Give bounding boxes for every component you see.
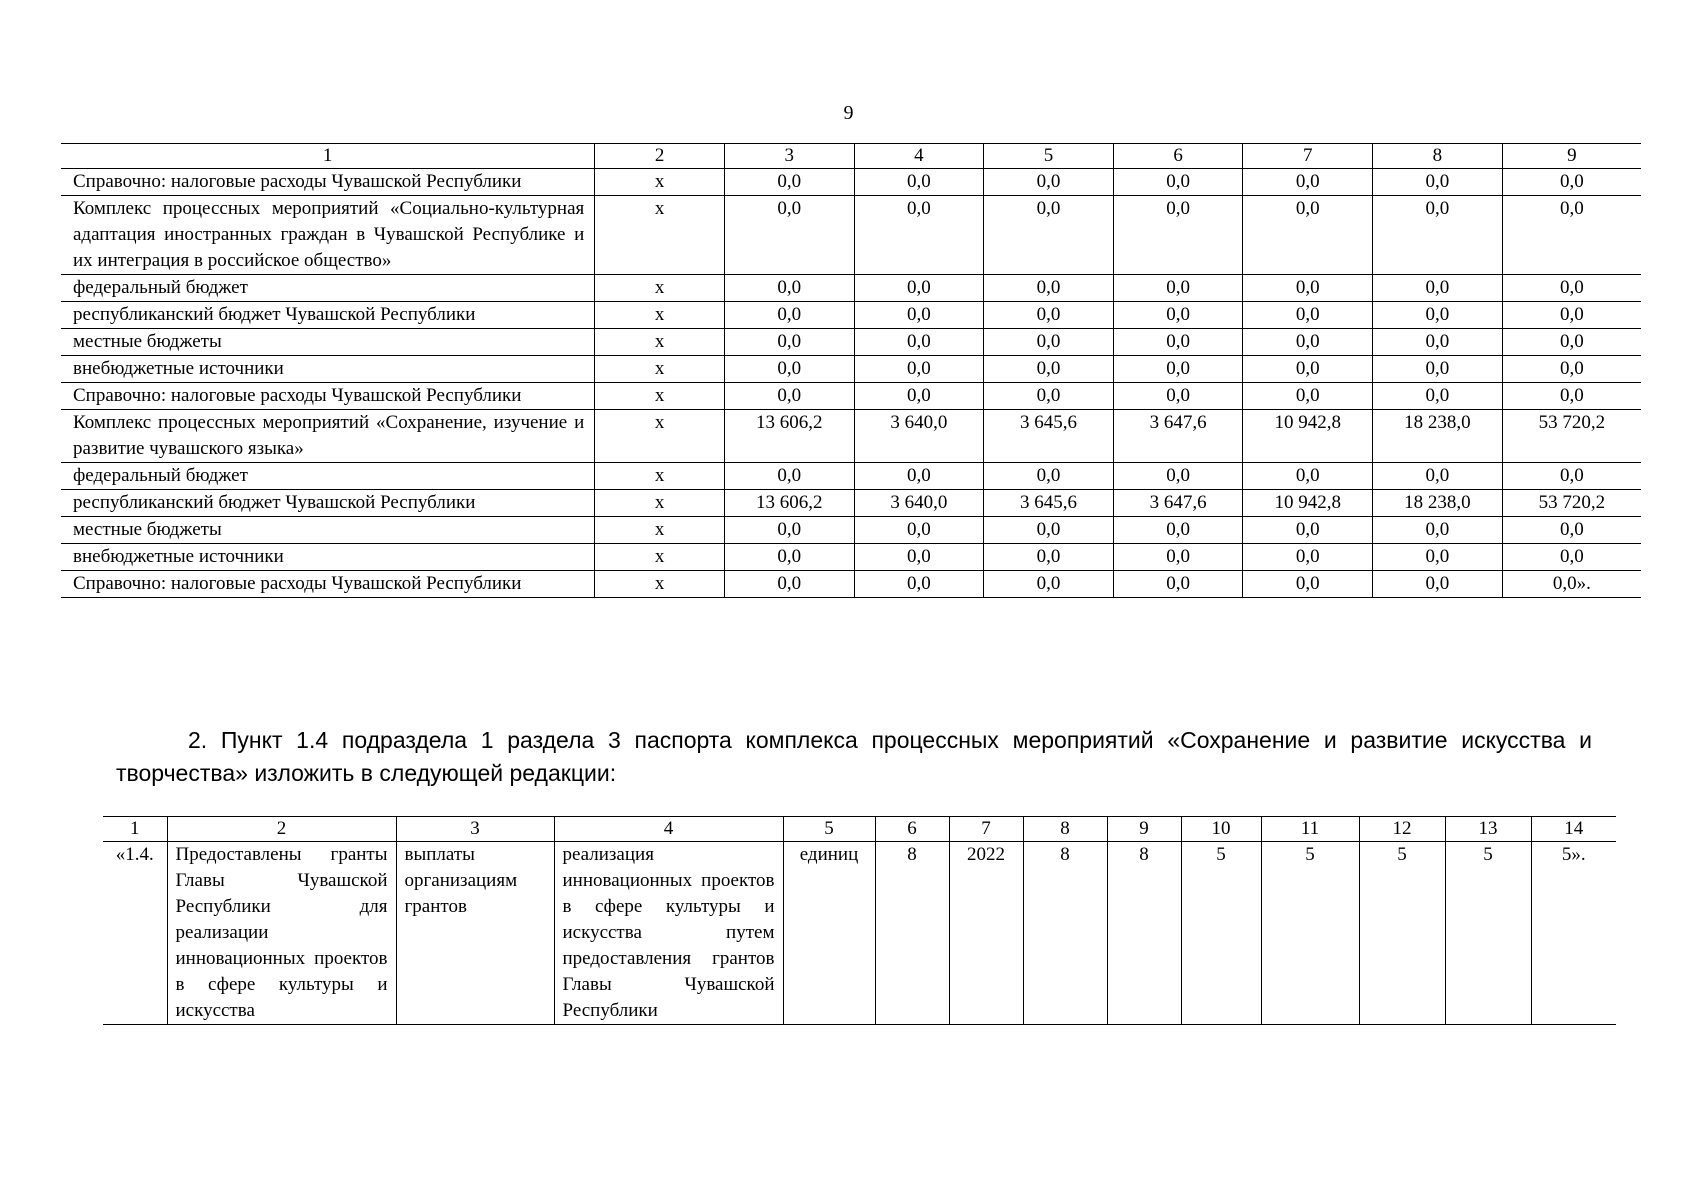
value-cell: 18 238,0 — [1373, 410, 1503, 463]
value-cell: 0,0 — [1113, 544, 1243, 571]
value-cell: 5 — [1261, 842, 1359, 1025]
value-cell: 0,0 — [984, 356, 1114, 383]
value-cell: 3 645,6 — [984, 490, 1114, 517]
value-cell: 0,0 — [854, 275, 984, 302]
value-cell: 0,0 — [724, 275, 854, 302]
value-cell: 0,0». — [1502, 571, 1641, 598]
value-cell: 10 942,8 — [1243, 410, 1373, 463]
value-cell: 0,0 — [984, 544, 1114, 571]
value-cell: x — [595, 544, 725, 571]
value-cell: 0,0 — [724, 196, 854, 275]
column-header: 5 — [984, 144, 1114, 169]
column-header: 8 — [1023, 817, 1107, 842]
value-cell: 0,0 — [1502, 383, 1641, 410]
column-header: 14 — [1531, 817, 1616, 842]
value-cell: 0,0 — [984, 383, 1114, 410]
value-cell: 0,0 — [1373, 383, 1503, 410]
value-cell: 0,0 — [1113, 517, 1243, 544]
value-cell: 0,0 — [1243, 571, 1373, 598]
value-cell: 0,0 — [1373, 463, 1503, 490]
value-cell: x — [595, 356, 725, 383]
value-cell: 0,0 — [1502, 356, 1641, 383]
column-header: 1 — [61, 144, 595, 169]
value-cell: 0,0 — [1243, 383, 1373, 410]
row-label: республиканский бюджет Чувашской Республики — [61, 302, 595, 329]
value-cell: 0,0 — [854, 196, 984, 275]
financing-table — [61, 143, 1641, 598]
value-cell: 0,0 — [1113, 571, 1243, 598]
value-cell: 0,0 — [1243, 544, 1373, 571]
value-cell: 0,0 — [1373, 517, 1503, 544]
value-cell: 53 720,2 — [1502, 490, 1641, 517]
column-header: 7 — [949, 817, 1023, 842]
value-cell: 0,0 — [1243, 302, 1373, 329]
column-header: 5 — [783, 817, 875, 842]
column-header: 11 — [1261, 817, 1359, 842]
column-header: 2 — [595, 144, 725, 169]
value-cell: 8 — [875, 842, 949, 1025]
value-cell: 13 606,2 — [724, 490, 854, 517]
value-cell: 0,0 — [854, 383, 984, 410]
value-cell: 8 — [1107, 842, 1181, 1025]
column-header: 2 — [167, 817, 396, 842]
row-label: внебюджетные источники — [61, 544, 595, 571]
value-cell: 0,0 — [854, 517, 984, 544]
value-cell: 0,0 — [724, 544, 854, 571]
value-cell: 0,0 — [1243, 196, 1373, 275]
row-number: «1.4. — [103, 842, 167, 1025]
column-header: 13 — [1445, 817, 1531, 842]
value-cell: 0,0 — [1373, 356, 1503, 383]
table-row — [61, 196, 1641, 275]
type-cell: выплаты организациям грантов — [396, 842, 554, 1025]
value-cell: 0,0 — [1113, 329, 1243, 356]
row-label: внебюджетные источники — [61, 356, 595, 383]
value-cell: 5 — [1445, 842, 1531, 1025]
value-cell: 18 238,0 — [1373, 490, 1503, 517]
table-row — [61, 517, 1641, 544]
value-cell: 3 647,6 — [1113, 490, 1243, 517]
value-cell: 0,0 — [1373, 275, 1503, 302]
value-cell: 0,0 — [1243, 517, 1373, 544]
value-cell: 0,0 — [1113, 169, 1243, 196]
table-header-row — [103, 817, 1616, 842]
table-row — [61, 329, 1641, 356]
table-row — [103, 842, 1616, 1025]
value-cell: 53 720,2 — [1502, 410, 1641, 463]
value-cell: 5». — [1531, 842, 1616, 1025]
results-table — [103, 816, 1616, 1025]
table-row — [61, 169, 1641, 196]
page-number: 9 — [843, 102, 854, 124]
amendment-paragraph: 2. Пункт 1.4 подраздела 1 раздела 3 паспорта комплекса процессных мероприятий «Сохранение и развитие искусства и творчества» изложить в следующей редакции: — [116, 727, 1592, 786]
value-cell: 0,0 — [1113, 383, 1243, 410]
row-label: федеральный бюджет — [61, 463, 595, 490]
column-header: 7 — [1243, 144, 1373, 169]
value-cell: 0,0 — [1502, 275, 1641, 302]
table-row — [61, 275, 1641, 302]
value-cell: 5 — [1181, 842, 1261, 1025]
table-row — [61, 490, 1641, 517]
value-cell: 0,0 — [854, 571, 984, 598]
unit-cell: единиц — [783, 842, 875, 1025]
value-cell: 3 647,6 — [1113, 410, 1243, 463]
value-cell: 0,0 — [1113, 463, 1243, 490]
value-cell: 10 942,8 — [1243, 490, 1373, 517]
value-cell: 0,0 — [984, 571, 1114, 598]
table-row — [61, 571, 1641, 598]
value-cell: 0,0 — [1502, 329, 1641, 356]
value-cell: x — [595, 329, 725, 356]
table-row — [61, 544, 1641, 571]
value-cell: 0,0 — [724, 302, 854, 329]
value-cell: 0,0 — [724, 356, 854, 383]
value-cell: 0,0 — [1243, 329, 1373, 356]
value-cell: 0,0 — [1502, 169, 1641, 196]
value-cell: 0,0 — [1113, 356, 1243, 383]
column-header: 3 — [396, 817, 554, 842]
table-row — [61, 383, 1641, 410]
value-cell: 3 645,6 — [984, 410, 1114, 463]
value-cell: 0,0 — [724, 169, 854, 196]
row-label: Справочно: налоговые расходы Чувашской Республики — [61, 571, 595, 598]
value-cell: 0,0 — [1502, 196, 1641, 275]
value-cell: x — [595, 169, 725, 196]
value-cell: 8 — [1023, 842, 1107, 1025]
column-header: 9 — [1107, 817, 1181, 842]
value-cell: 0,0 — [984, 517, 1114, 544]
value-cell: 0,0 — [1373, 571, 1503, 598]
value-cell: 3 640,0 — [854, 410, 984, 463]
table-header-row — [61, 144, 1641, 169]
column-header: 3 — [724, 144, 854, 169]
table-row — [61, 356, 1641, 383]
value-cell: 0,0 — [1373, 302, 1503, 329]
column-header: 4 — [554, 817, 783, 842]
table-row — [61, 410, 1641, 463]
table-row — [61, 463, 1641, 490]
value-cell: 0,0 — [984, 329, 1114, 356]
value-cell: x — [595, 275, 725, 302]
value-cell: x — [595, 463, 725, 490]
column-header: 9 — [1502, 144, 1641, 169]
row-label: местные бюджеты — [61, 329, 595, 356]
value-cell: 0,0 — [724, 571, 854, 598]
column-header: 6 — [875, 817, 949, 842]
row-label: Комплекс процессных мероприятий «Сохранение, изучение и развитие чувашского языка» — [61, 410, 595, 463]
row-label: федеральный бюджет — [61, 275, 595, 302]
value-cell: 13 606,2 — [724, 410, 854, 463]
value-cell: 0,0 — [854, 544, 984, 571]
column-header: 12 — [1359, 817, 1445, 842]
value-cell: 0,0 — [984, 275, 1114, 302]
description-cell: реализация инновационных проектов в сфере культуры и искусства путем предоставления грантов Главы Чувашской Республики — [554, 842, 783, 1025]
column-header: 10 — [1181, 817, 1261, 842]
value-cell: 0,0 — [724, 517, 854, 544]
value-cell: 0,0 — [854, 169, 984, 196]
table-row — [61, 302, 1641, 329]
value-cell: 0,0 — [1502, 463, 1641, 490]
value-cell: 0,0 — [724, 329, 854, 356]
value-cell: x — [595, 383, 725, 410]
row-label: республиканский бюджет Чувашской Республики — [61, 490, 595, 517]
column-header: 1 — [103, 817, 167, 842]
value-cell: 0,0 — [984, 169, 1114, 196]
value-cell: 0,0 — [1113, 275, 1243, 302]
task-cell: Предоставлены гранты Главы Чувашской Республики для реализации инновационных проектов в сфере культуры и искусства — [167, 842, 396, 1025]
value-cell: 0,0 — [724, 383, 854, 410]
value-cell: x — [595, 571, 725, 598]
row-label: местные бюджеты — [61, 517, 595, 544]
value-cell: 0,0 — [1373, 169, 1503, 196]
column-header: 6 — [1113, 144, 1243, 169]
row-label: Справочно: налоговые расходы Чувашской Республики — [61, 383, 595, 410]
value-cell: 0,0 — [1373, 329, 1503, 356]
value-cell: 0,0 — [1243, 356, 1373, 383]
value-cell: 2022 — [949, 842, 1023, 1025]
column-header: 4 — [854, 144, 984, 169]
value-cell: 0,0 — [1502, 517, 1641, 544]
value-cell: 0,0 — [1243, 169, 1373, 196]
value-cell: 0,0 — [854, 463, 984, 490]
value-cell: 0,0 — [854, 302, 984, 329]
value-cell: 0,0 — [1502, 302, 1641, 329]
value-cell: 0,0 — [1502, 544, 1641, 571]
row-label: Комплекс процессных мероприятий «Социально-культурная адаптация иностранных граждан в Чувашской Республике и их интеграция в российское общество» — [61, 196, 595, 275]
column-header: 8 — [1373, 144, 1503, 169]
value-cell: 0,0 — [1243, 275, 1373, 302]
value-cell: 0,0 — [984, 196, 1114, 275]
value-cell: x — [595, 302, 725, 329]
value-cell: 0,0 — [854, 356, 984, 383]
value-cell: 0,0 — [1113, 302, 1243, 329]
value-cell: 0,0 — [854, 329, 984, 356]
value-cell: 0,0 — [1113, 196, 1243, 275]
value-cell: x — [595, 196, 725, 275]
value-cell: 0,0 — [984, 463, 1114, 490]
value-cell: 5 — [1359, 842, 1445, 1025]
value-cell: 3 640,0 — [854, 490, 984, 517]
value-cell: 0,0 — [984, 302, 1114, 329]
value-cell: 0,0 — [1243, 463, 1373, 490]
value-cell: x — [595, 517, 725, 544]
value-cell: 0,0 — [1373, 196, 1503, 275]
value-cell: x — [595, 410, 725, 463]
value-cell: x — [595, 490, 725, 517]
row-label: Справочно: налоговые расходы Чувашской Республики — [61, 169, 595, 196]
value-cell: 0,0 — [724, 463, 854, 490]
value-cell: 0,0 — [1373, 544, 1503, 571]
